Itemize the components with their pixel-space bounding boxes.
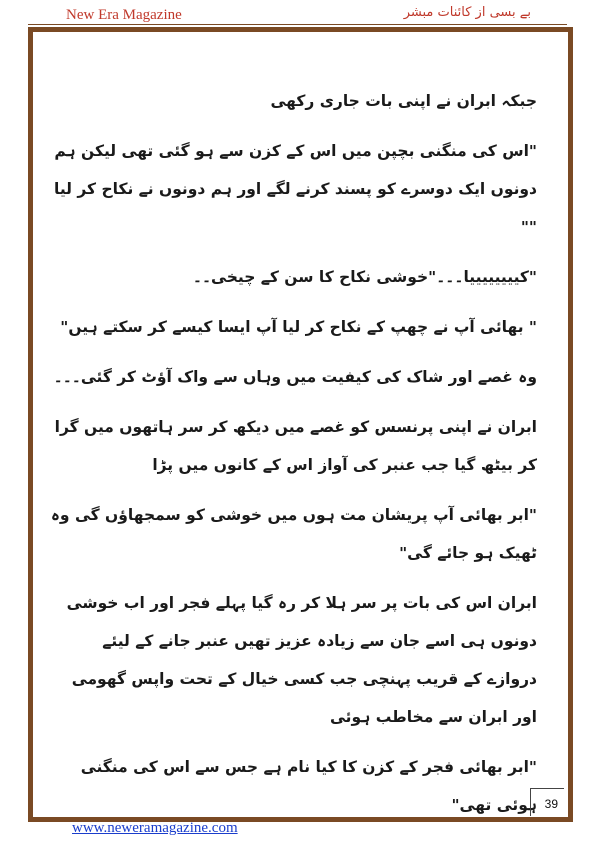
- paragraph: "ابر بھائی آپ پریشان مت ہوں میں خوشی کو سمجھاؤں گی وہ ٹھیک ہو جائے گی": [50, 506, 537, 562]
- paragraph: "کییییییییا۔۔۔"خوشی نکاح کا سن کے چیخی۔۔: [192, 268, 537, 286]
- paragraph: جبکہ ابران نے اپنی بات جاری رکھی: [270, 92, 537, 110]
- header-rule: [28, 24, 567, 25]
- paragraph: ابران نے اپنی پرنسس کو غصے میں دیکھ کر سر ہاتھوں میں گرا کر بیٹھ گیا جب عنبر کی آواز اس کے کانوں میں پڑا: [54, 418, 537, 474]
- story-text: [50, 82, 537, 824]
- website-link[interactable]: www.neweramagazine.com: [72, 820, 238, 836]
- page-number: 39: [544, 797, 558, 811]
- novel-title: بے بسی از کائنات مبشر: [403, 5, 531, 20]
- paragraph: " بھائی آپ نے چھپ کے نکاح کر لیا آپ ایسا کیسے کر سکتے ہیں": [60, 318, 537, 336]
- paragraph: وہ غصے اور شاک کی کیفیت میں وہاں سے واک آؤٹ کر گئی۔۔۔: [53, 368, 537, 386]
- magazine-name: New Era Magazine: [66, 7, 182, 23]
- paragraph: ابران اس کی بات پر سر ہلا کر رہ گیا پہلے فجر اور اب خوشی دونوں ہی اسے جان سے زیادہ عزیز تھیں عنبر جانے کے لیئے دروازے کے قریب پہنچی جب کسی خیال کے تحت واپس گھومی اور ابران سے مخاطب ہوئی: [66, 594, 537, 726]
- paragraph: "اس کی منگنی بچپن میں اس کے کزن سے ہو گئی تھی لیکن ہم دونوں ایک دوسرے کو پسند کرنے لگے اور ہم دونوں نے نکاح کر لیا "": [54, 142, 537, 236]
- paragraph: "ابر بھائی فجر کے کزن کا کیا نام ہے جس سے اس کی منگنی ہوئی تھی": [80, 758, 537, 814]
- page-number-box: [530, 788, 564, 816]
